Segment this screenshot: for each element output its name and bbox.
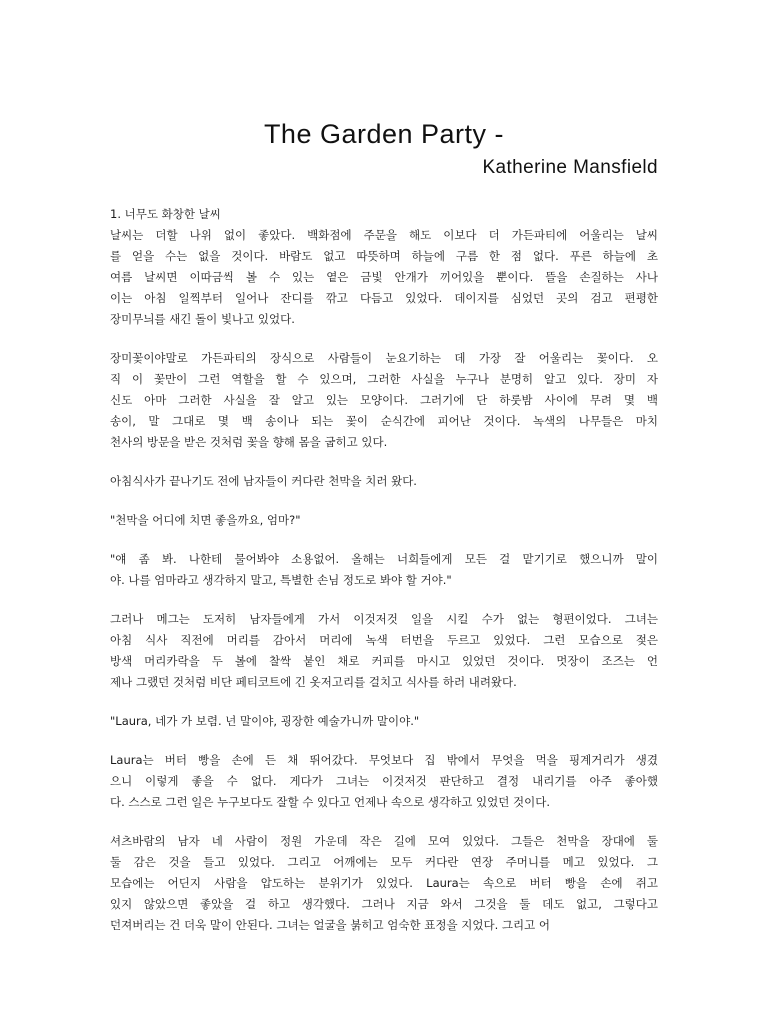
paragraph-line: 모습에는 어딘지 사람을 압도하는 분위기가 있었다. Laura는 속으로 버터 빵을 손에 쥐고 — [110, 876, 658, 890]
paragraph-line: 제나 그랬던 것처럼 비단 페티코트에 긴 옷저고리를 걸치고 식사를 하러 내려왔다. — [110, 675, 517, 689]
paragraph — [110, 711, 658, 732]
paragraph-line: 있지 않았으면 좋았을 걸 하고 생각했다. 그러나 지금 와서 그것을 둘 데도 없고, 그렇다고 — [110, 897, 658, 911]
paragraph-line: 셔츠바람의 남자 네 사람이 정원 가운데 작은 길에 모여 있었다. 그들은 천막을 장대에 둘 — [110, 834, 658, 848]
paragraph-line: 장미무늬를 새긴 돌이 빛나고 있었다. — [110, 312, 295, 326]
paragraph — [110, 750, 658, 813]
paragraph-line: "Laura, 네가 가 보렴. 넌 말이야, 굉장한 예술가니까 말이야." — [110, 714, 420, 728]
paragraph-line: 그러나 메그는 도저히 남자들에게 가서 이것저것 일을 시킬 수가 없는 형편이었다. 그녀는 — [110, 612, 658, 626]
paragraph-line: 신도 아마 그러한 사실을 잘 알고 있는 모양이다. 그러기에 단 하룻밤 사이에 무려 몇 백 — [110, 393, 658, 407]
paragraph — [110, 609, 658, 693]
paragraph-line: 던져버리는 건 더욱 말이 안된다. 그녀는 얼굴을 붉히고 엄숙한 표정을 지었다. 그리고 어 — [110, 918, 550, 932]
paragraph-line: 으니 이렇게 좋을 수 없다. 게다가 그녀는 이것저것 판단하고 결정 내리기를 아주 좋아했 — [110, 774, 658, 788]
paragraph-line: "얘 좀 봐. 나한테 물어봐야 소용없어. 올해는 너희들에게 모든 걸 맡기기로 했으니까 말이 — [110, 552, 658, 566]
document-title: The Garden Party - — [263, 119, 505, 149]
paragraph-line: 다. 스스로 그런 일은 누구보다도 잘할 수 있다고 언제나 속으로 생각하고 있었던 것이다. — [110, 795, 550, 809]
paragraph-container — [110, 225, 658, 936]
paragraph-line: 이는 아침 일찍부터 일어나 잔디를 깎고 다듬고 있었다. 데이지를 심었던 곳의 검고 편평한 — [110, 291, 658, 305]
paragraph-line: 방색 머리카락을 두 볼에 찰싹 붙인 채로 커피를 마시고 있었던 것이다. 멋장이 조즈는 언 — [110, 654, 658, 668]
paragraph-line: 야. 나를 엄마라고 생각하지 말고, 특별한 손님 정도로 봐야 할 거야." — [110, 573, 452, 587]
paragraph-line: 송이, 말 그대로 몇 백 송이나 되는 꽃이 순식간에 피어난 것이다. 녹색의 나무들은 마치 — [110, 414, 658, 428]
document-author: Katherine Mansfield — [482, 157, 658, 178]
document-body — [110, 204, 658, 954]
paragraph — [110, 225, 658, 330]
paragraph-line: 날씨는 더할 나위 없이 좋았다. 백화점에 주문을 해도 이보다 더 가든파티에 어울리는 날씨 — [110, 228, 658, 242]
paragraph-line: 천사의 방문을 받은 것처럼 꽃을 향해 몸을 굽히고 있다. — [110, 435, 388, 449]
paragraph-line: Laura는 버터 빵을 손에 든 채 뛰어갔다. 무엇보다 집 밖에서 무엇을 먹을 핑계거리가 생겼 — [110, 753, 658, 767]
paragraph — [110, 471, 658, 492]
paragraph — [110, 510, 658, 531]
paragraph-line: 직 이 꽃만이 그런 역할을 할 수 있으며, 그러한 사실을 누구나 분명히 알고 있다. 장미 자 — [110, 372, 658, 386]
paragraph — [110, 549, 658, 591]
paragraph-line: 아침 식사 직전에 머리를 감아서 머리에 녹색 터번을 두르고 있었다. 그런 모습으로 젖은 — [110, 633, 658, 647]
paragraph — [110, 348, 658, 453]
paragraph — [110, 831, 658, 936]
paragraph-line: 를 얻을 수는 없을 것이다. 바람도 없고 따뜻하며 하늘에 구름 한 점 없다. 푸른 하늘에 초 — [110, 249, 658, 263]
paragraph-line: 아침식사가 끝나기도 전에 남자들이 커다란 천막을 치러 왔다. — [110, 474, 417, 488]
paragraph-line: "천막을 어디에 치면 좋을까요, 엄마?" — [110, 513, 301, 527]
paragraph-line: 둘 감은 것을 들고 있었다. 그리고 어깨에는 모두 커다란 연장 주머니를 메고 있었다. 그 — [110, 855, 658, 869]
paragraph-line: 장미꽃이야말로 가든파티의 장식으로 사람들이 눈요기하는 데 가장 잘 어울리는 꽃이다. 오 — [110, 351, 658, 365]
paragraph-line: 여름 날씨면 이따금씩 볼 수 있는 옅은 금빛 안개가 끼어있을 뿐이다. 뜰을 손질하는 사나 — [110, 270, 658, 284]
section-heading: 1. 너무도 화창한 날씨 — [110, 207, 221, 221]
